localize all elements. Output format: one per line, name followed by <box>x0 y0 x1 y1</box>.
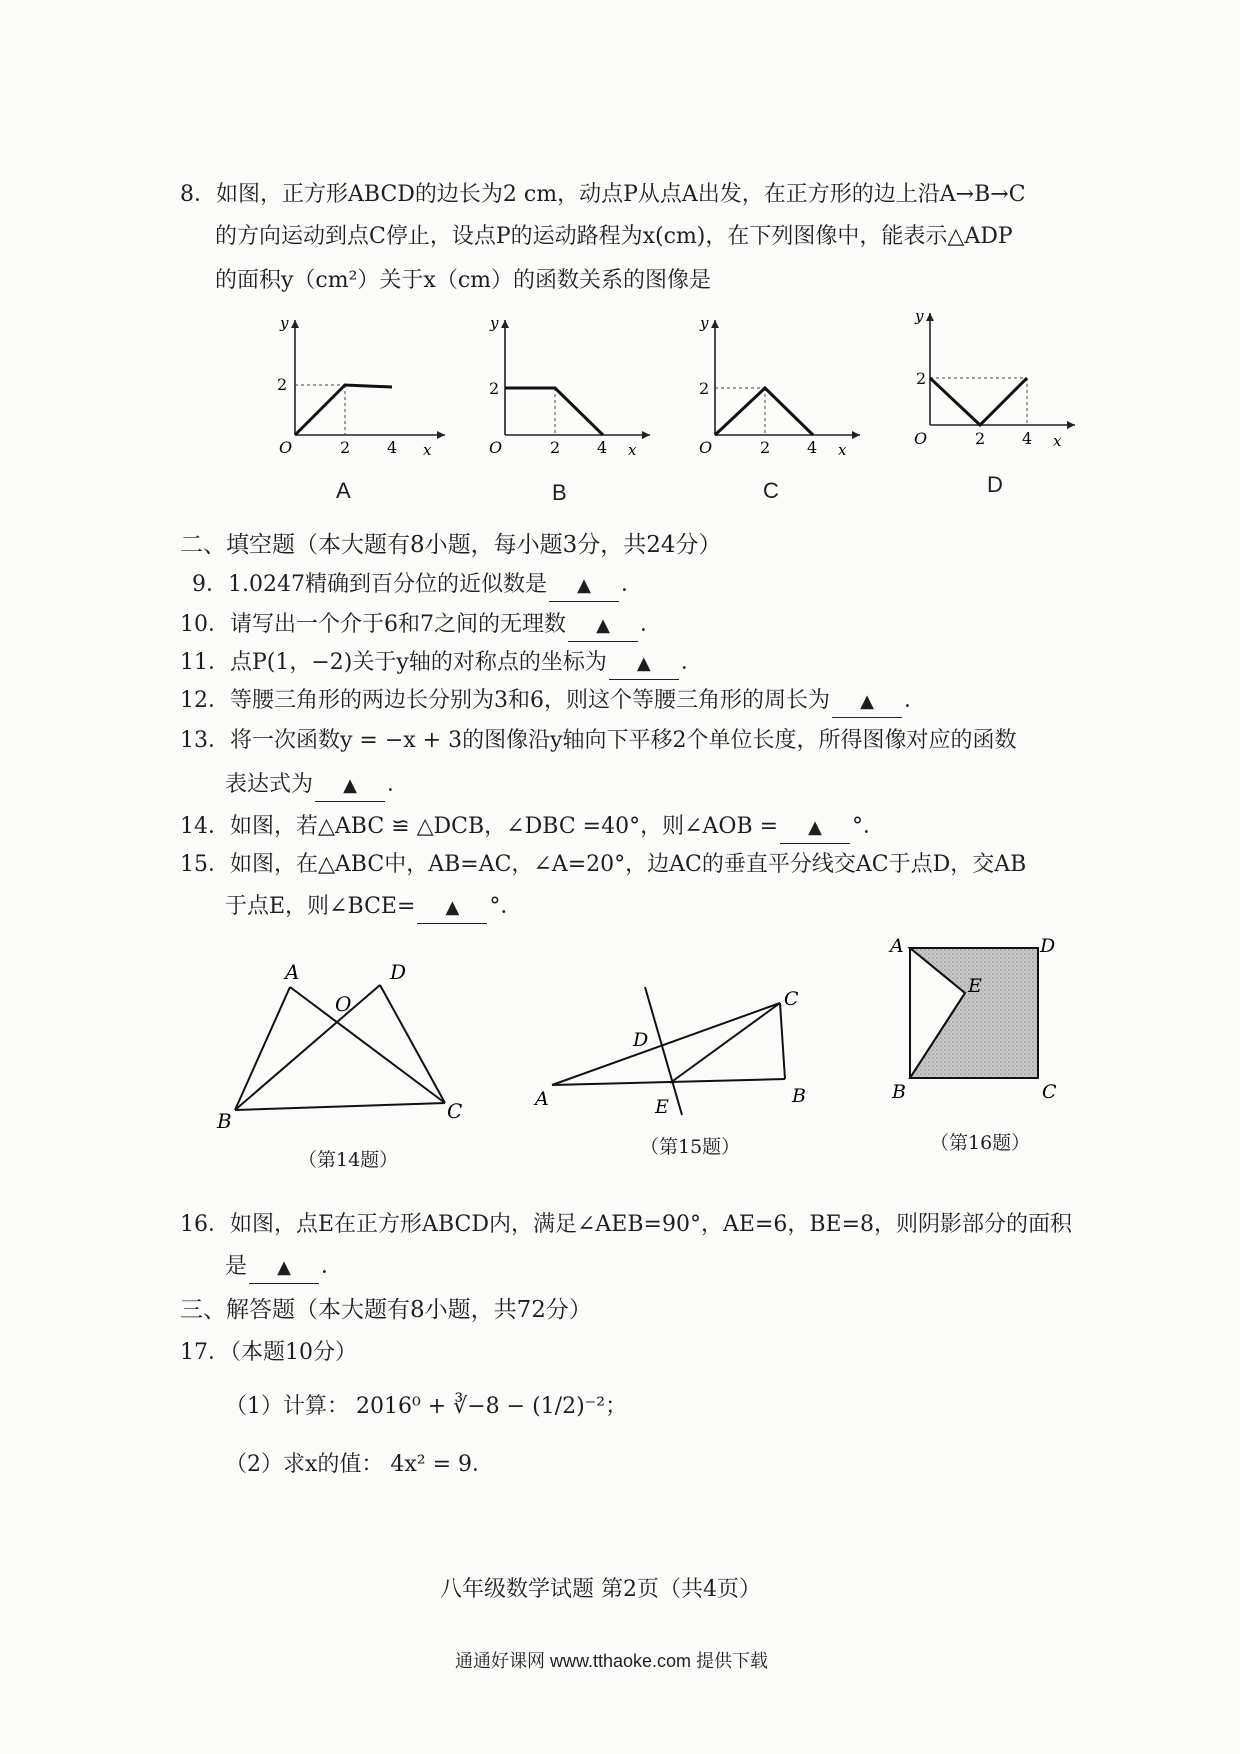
option-b-label: B <box>552 480 567 505</box>
option-c-label: C <box>763 478 779 503</box>
figure-14-caption: （第14题） <box>298 1149 399 1171</box>
q17-header: 17．（本题10分） <box>180 1340 357 1365</box>
q15-line1: 15．如图，在△ABC中，AB=AC，∠A=20°，边AC的垂直平分线交AC于点D，交AB <box>180 852 1027 877</box>
answer-blank: ▲ <box>568 610 638 642</box>
y-tick: 2 <box>699 379 710 398</box>
answer-blank: ▲ <box>609 648 679 680</box>
option-d-label: D <box>987 472 1003 497</box>
figure-14 <box>205 955 485 1130</box>
label-d: D <box>390 960 407 984</box>
q10: 10．请写出一个介于6和7之间的无理数 ▲ ． <box>180 610 662 642</box>
origin-label: O <box>699 438 713 457</box>
label-a: A <box>285 960 300 984</box>
x-tick-2: 2 <box>550 438 561 457</box>
label-c: C <box>784 988 799 1010</box>
y-tick: 2 <box>277 375 288 394</box>
section-3-title: 三、解答题（本大题有8小题，共72分） <box>180 1297 592 1323</box>
q11: 11．点P(1，−2)关于y轴的对称点的坐标为 ▲ ． <box>180 648 703 680</box>
option-d-graph <box>890 305 1090 455</box>
label-e: E <box>968 975 982 997</box>
answer-blank: ▲ <box>549 570 619 602</box>
label-d: D <box>633 1029 649 1051</box>
download-credit: 通通好课网 www.tthaoke.com 提供下载 <box>455 1651 769 1671</box>
q16-line2: 是 ▲ ． <box>225 1252 343 1284</box>
answer-blank: ▲ <box>417 892 487 924</box>
figure-15 <box>530 975 820 1120</box>
y-axis-label: y <box>915 307 924 325</box>
q8-line1: 8．如图，正方形ABCD的边长为2 cm，动点P从点A出发，在正方形的边上沿A→B→C <box>180 182 1026 207</box>
label-a: A <box>535 1088 549 1110</box>
q13-line1: 13．将一次函数y = −x + 3的图像沿y轴向下平移2个单位长度，所得图像对应的函数 <box>180 728 1017 753</box>
x-tick-4: 4 <box>807 438 818 457</box>
label-a: A <box>890 935 904 957</box>
q17-part2: （2）求x的值： 4x² = 9． <box>225 1452 495 1477</box>
section-2-title: 二、填空题（本大题有8小题，每小题3分，共24分） <box>180 532 722 558</box>
x-tick-2: 2 <box>760 438 771 457</box>
option-c-graph <box>675 310 875 460</box>
y-tick: 2 <box>916 369 927 388</box>
figure-16-caption: （第16题） <box>930 1132 1031 1154</box>
x-tick-2: 2 <box>975 429 986 448</box>
x-axis-label: x <box>838 441 847 459</box>
x-tick-4: 4 <box>597 438 608 457</box>
origin-label: O <box>914 429 928 448</box>
q14: 14．如图，若△ABC ≌ △DCB，∠DBC =40°，则∠AOB = ▲ °． <box>180 812 885 844</box>
page-footer: 八年级数学试题 第2页（共4页） <box>440 1577 761 1602</box>
x-tick-4: 4 <box>387 438 398 457</box>
x-axis-label: x <box>628 441 637 459</box>
label-d: D <box>1040 935 1056 957</box>
answer-blank: ▲ <box>780 812 850 844</box>
option-a-label: A <box>336 478 351 503</box>
q9: 9．1.0247精确到百分位的近似数是 ▲ ． <box>192 570 643 602</box>
origin-label: O <box>279 438 293 457</box>
label-b: B <box>217 1109 232 1130</box>
x-axis-label: x <box>1053 432 1062 450</box>
x-tick-4: 4 <box>1022 429 1033 448</box>
origin-label: O <box>489 438 503 457</box>
label-c: C <box>447 1099 463 1123</box>
label-c: C <box>1042 1081 1057 1103</box>
y-tick: 2 <box>489 379 500 398</box>
option-a-graph <box>255 310 455 460</box>
q8-line3: 的面积y（cm²）关于x（cm）的函数关系的图像是 <box>215 268 712 293</box>
q15-line2: 于点E，则∠BCE= ▲ °． <box>225 892 522 924</box>
label-b: B <box>892 1081 906 1103</box>
answer-blank: ▲ <box>315 770 385 802</box>
q13-line2: 表达式为 ▲ ． <box>225 770 409 802</box>
q16-line1: 16．如图，点E在正方形ABCD内，满足∠AEB=90°，AE=6，BE=8，则阴影部分的面积 <box>180 1212 1073 1237</box>
q17-part1: （1）计算： 2016⁰ + ∛−8 − (1/2)⁻²； <box>225 1394 628 1419</box>
y-axis-label: y <box>280 314 289 332</box>
x-tick-2: 2 <box>340 438 351 457</box>
label-e: E <box>655 1096 669 1118</box>
q12: 12．等腰三角形的两边长分别为3和6，则这个等腰三角形的周长为 ▲ ． <box>180 686 926 718</box>
figure-16 <box>880 925 1070 1110</box>
y-axis-label: y <box>700 314 709 332</box>
x-axis-label: x <box>423 441 432 459</box>
label-b: B <box>792 1085 806 1107</box>
option-b-graph <box>465 310 665 460</box>
figure-15-caption: （第15题） <box>640 1136 741 1158</box>
label-o: O <box>335 992 352 1016</box>
answer-blank: ▲ <box>249 1252 319 1284</box>
answer-blank: ▲ <box>832 686 902 718</box>
q8-line2: 的方向运动到点C停止，设点P的运动路程为x(cm)，在下列图像中，能表示△ADP <box>215 224 1013 249</box>
y-axis-label: y <box>490 314 499 332</box>
